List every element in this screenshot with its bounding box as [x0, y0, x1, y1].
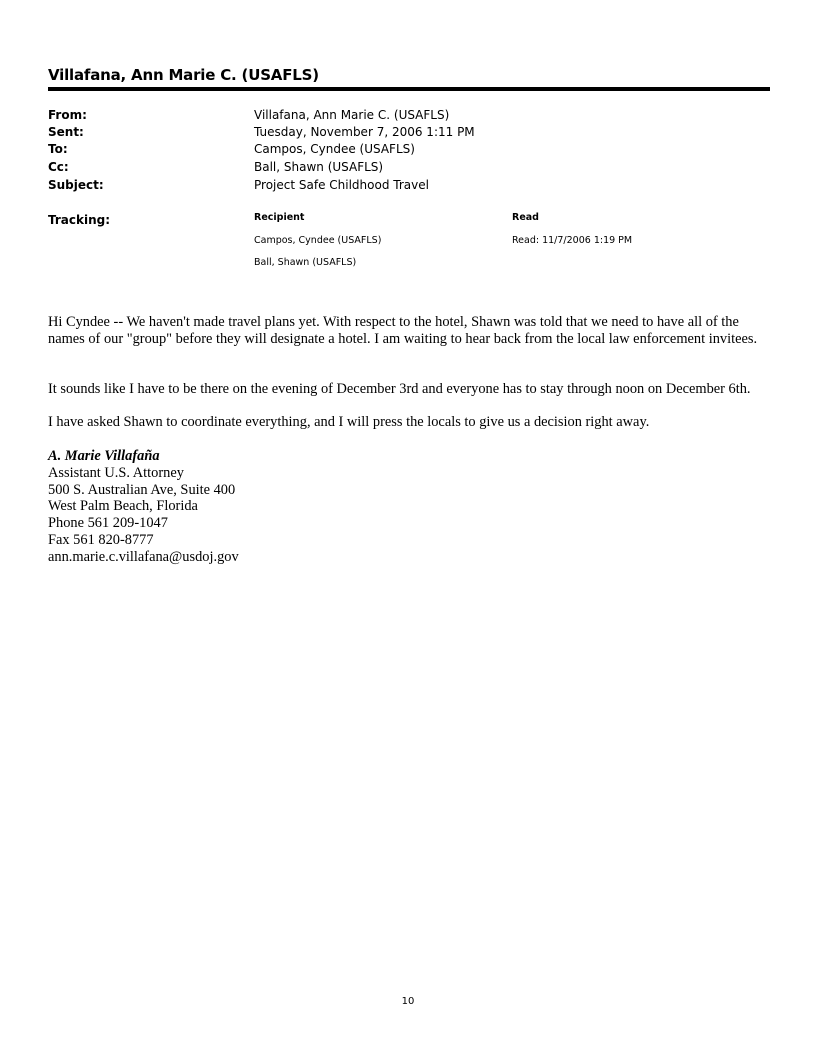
signature-address-line2: West Palm Beach, Florida [48, 498, 198, 515]
tracking-col-read: Read [512, 212, 539, 223]
signature-block [48, 448, 239, 566]
tracking-label: Tracking: [48, 213, 111, 227]
tracking-col-recipient: Recipient [254, 212, 305, 223]
signature-name: A. Marie Villafaña [48, 448, 160, 464]
cc-label: Cc: [48, 160, 69, 174]
to-label: To: [48, 142, 68, 156]
signature-email: ann.marie.c.villafana@usdoj.gov [48, 548, 239, 565]
signature-fax: Fax 561 820-8777 [48, 531, 154, 548]
from-value: Villafana, Ann Marie C. (USAFLS) [254, 108, 450, 122]
tracking-recipient: Campos, Cyndee (USAFLS) [254, 235, 382, 246]
page-title: Villafana, Ann Marie C. (USAFLS) [48, 66, 319, 84]
page-number: 10 [401, 996, 415, 1007]
body-paragraph: I have asked Shawn to coordinate everything, and I will press the locals to give us a decision right away. [48, 414, 650, 430]
body-paragraph: Hi Cyndee -- We haven't made travel plans yet. With respect to the hotel, Shawn was told that we need to have all of the names of our "group" before they will designate a hotel. I am waiting to hear back from the local law enforcement invitees. [48, 314, 758, 347]
to-value: Campos, Cyndee (USAFLS) [254, 142, 415, 156]
signature-phone: Phone 561 209-1047 [48, 515, 168, 532]
title-divider [48, 87, 770, 91]
sent-label: Sent: [48, 125, 84, 139]
subject-label: Subject: [48, 178, 104, 192]
body-paragraph: It sounds like I have to be there on the evening of December 3rd and everyone has to stay through noon on December 6th. [48, 381, 751, 397]
signature-address-line1: 500 S. Australian Ave, Suite 400 [48, 481, 236, 498]
tracking-read-status: Read: 11/7/2006 1:19 PM [512, 235, 633, 246]
tracking-recipient: Ball, Shawn (USAFLS) [254, 257, 357, 268]
sent-value: Tuesday, November 7, 2006 1:11 PM [254, 125, 475, 139]
signature-title: Assistant U.S. Attorney [48, 464, 184, 481]
cc-value: Ball, Shawn (USAFLS) [254, 160, 384, 174]
from-label: From: [48, 108, 87, 122]
subject-value: Project Safe Childhood Travel [254, 178, 429, 192]
